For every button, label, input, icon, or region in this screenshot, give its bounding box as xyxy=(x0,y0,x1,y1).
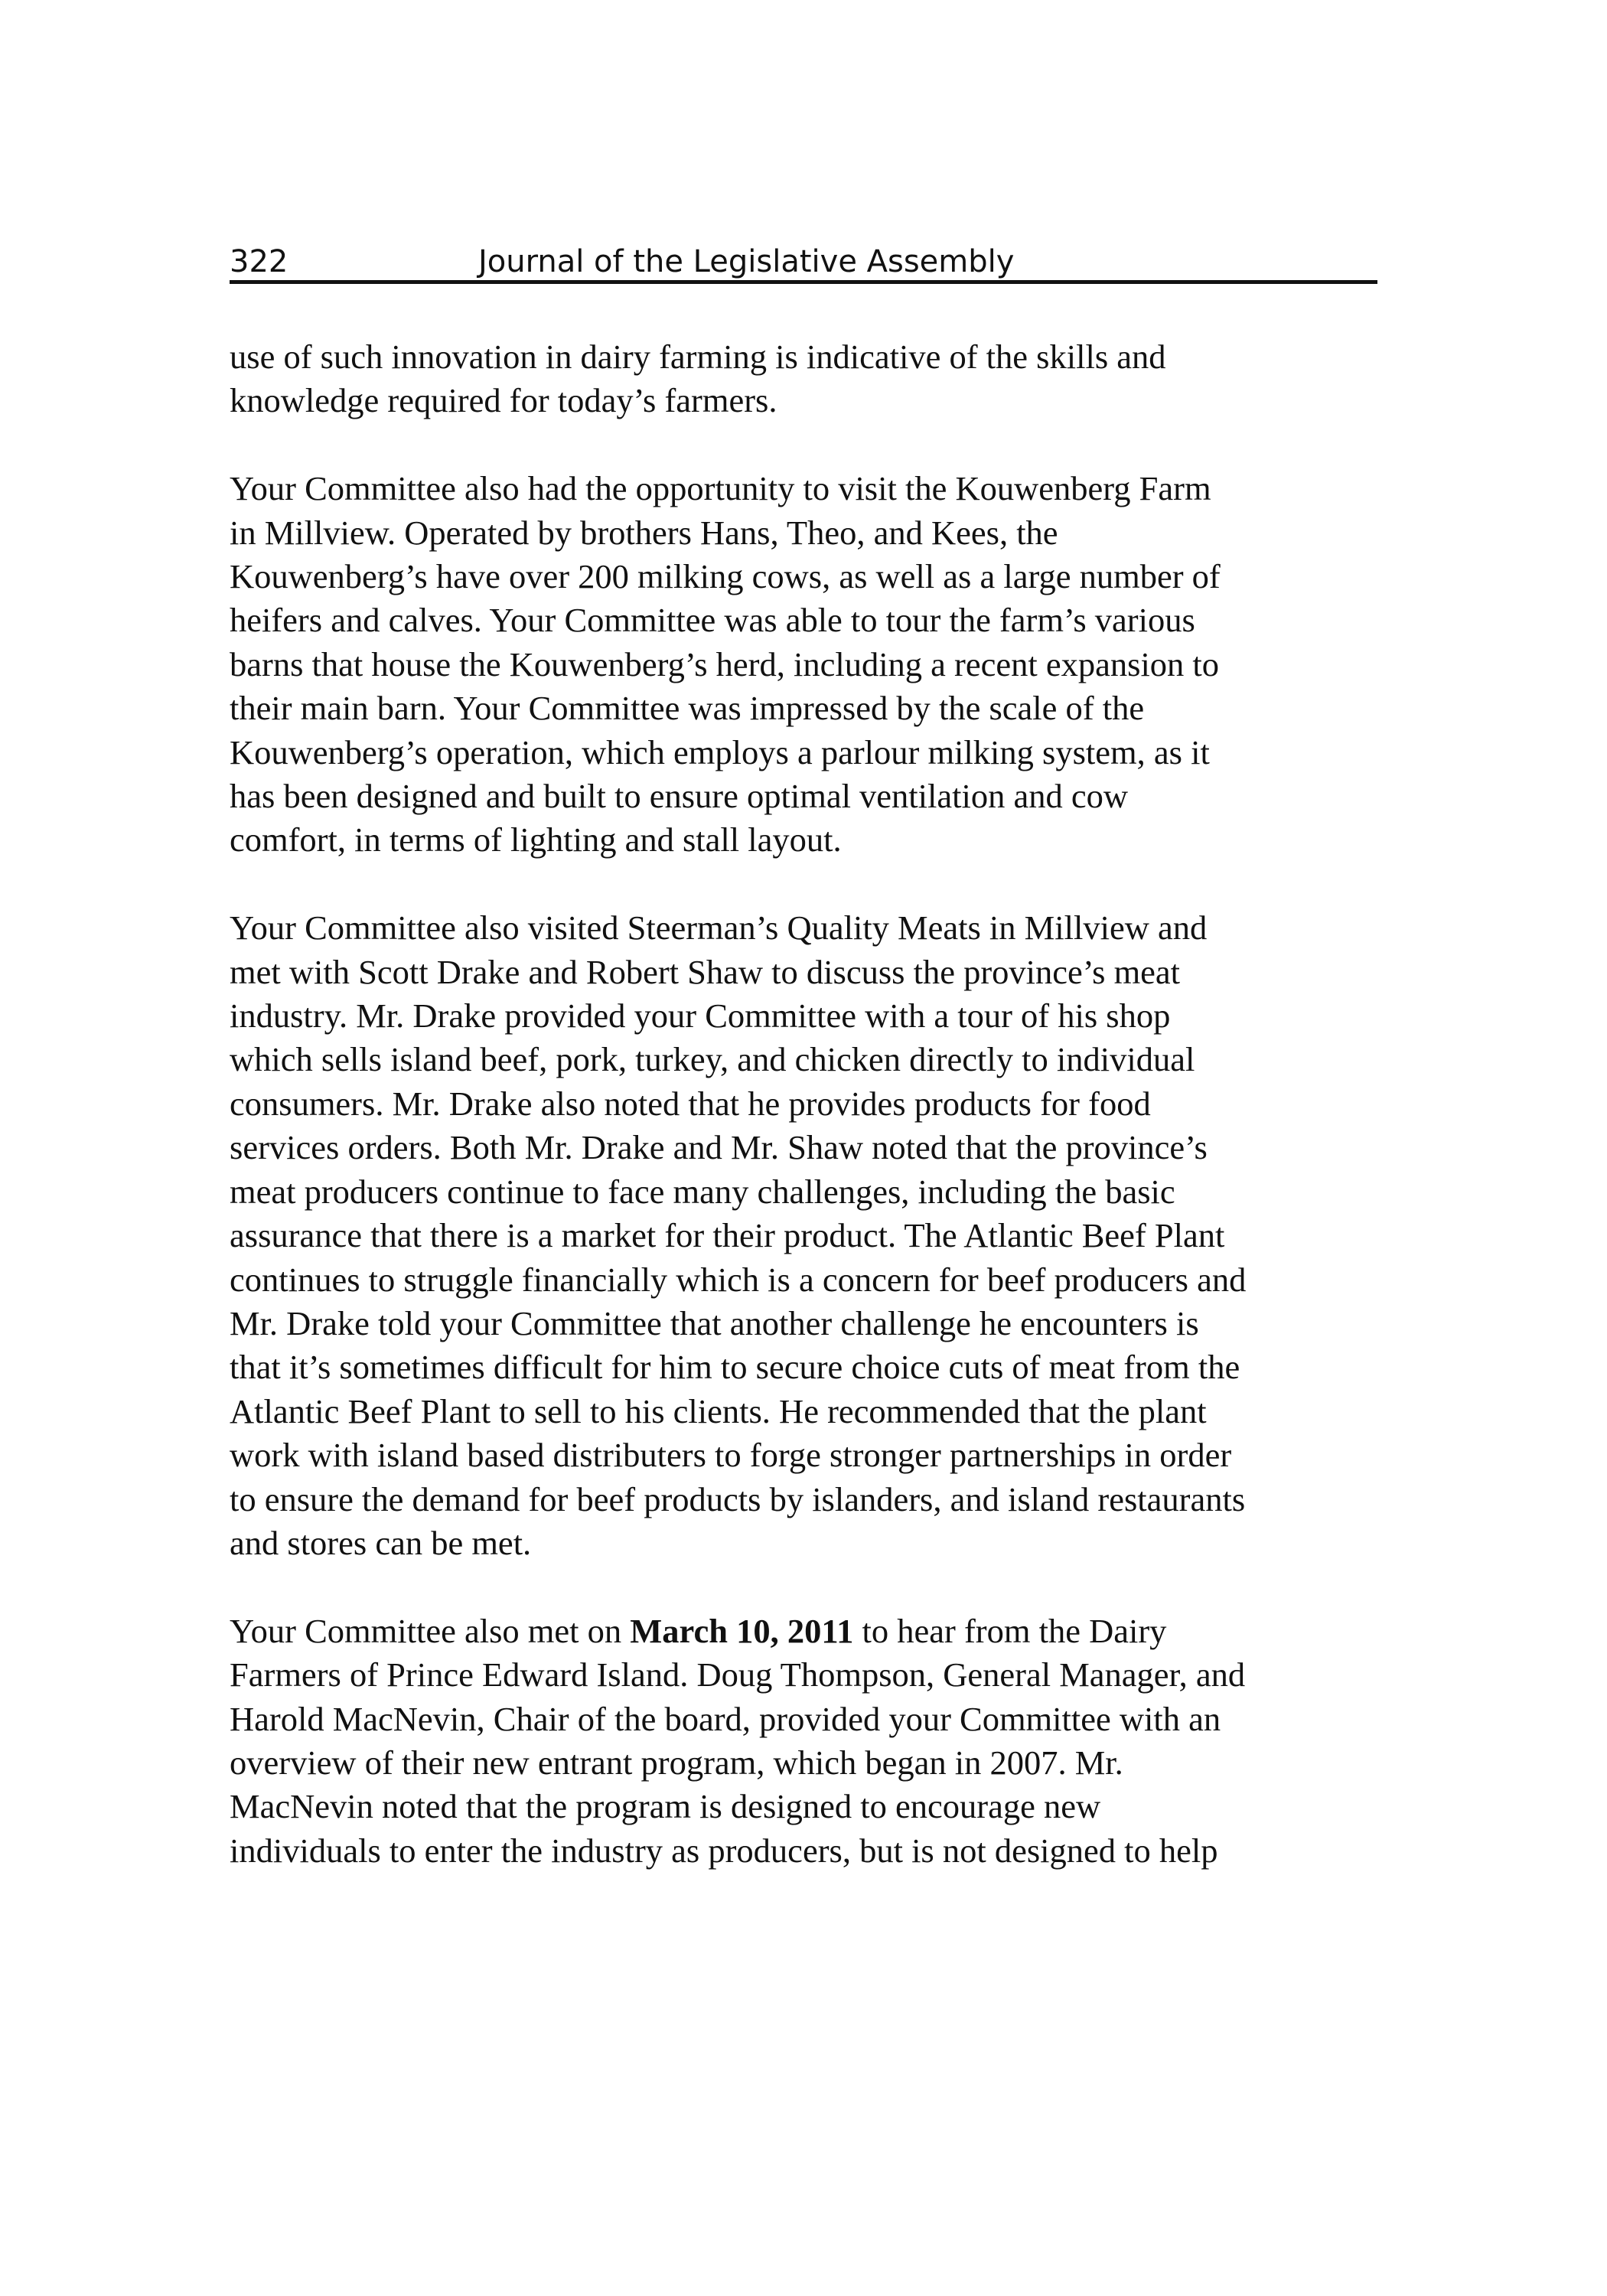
text-line: in Millview. Operated by brothers Hans, Theo, and Kees, the xyxy=(230,513,1058,552)
text-line: Harold MacNevin, Chair of the board, provided your Committee with an xyxy=(230,1699,1221,1738)
text-line: consumers. Mr. Drake also noted that he provides products for food xyxy=(230,1084,1151,1123)
text-line: Mr. Drake told your Committee that another challenge he encounters is xyxy=(230,1303,1199,1342)
text-line: which sells island beef, pork, turkey, and chicken directly to individual xyxy=(230,1040,1195,1079)
text-line: continues to struggle financially which is a concern for beef producers and xyxy=(230,1260,1247,1299)
text-line: individuals to enter the industry as producers, but is not designed to help xyxy=(230,1831,1218,1870)
text-line: Kouwenberg’s have over 200 milking cows, as well as a large number of xyxy=(230,557,1221,596)
text-line xyxy=(230,1609,1377,1653)
text-line: barns that house the Kouwenberg’s herd, including a recent expansion to xyxy=(230,644,1220,683)
text-line: assurance that there is a market for their product. The Atlantic Beef Plant xyxy=(230,1216,1225,1255)
text-line: work with island based distributers to forge stronger partnerships in order xyxy=(230,1436,1232,1475)
text-line: Your Committee also had the opportunity to visit the Kouwenberg Farm xyxy=(230,469,1211,508)
text-line: that it’s sometimes difficult for him to secure choice cuts of meat from the xyxy=(230,1348,1240,1387)
text-line: industry. Mr. Drake provided your Committee with a tour of his shop xyxy=(230,996,1171,1035)
meeting-date: March 10, 2011 xyxy=(630,1611,854,1650)
page-number: 322 xyxy=(230,244,288,279)
text-run: Your Committee also met on xyxy=(230,1611,631,1650)
text-line: Atlantic Beef Plant to sell to his clients. He recommended that the plant xyxy=(230,1391,1207,1430)
text-line: to ensure the demand for beef products by islanders, and island restaurants xyxy=(230,1479,1246,1518)
text-line: has been designed and built to ensure optimal ventilation and cow xyxy=(230,777,1129,816)
text-line: comfort, in terms of lighting and stall layout. xyxy=(230,820,842,859)
text-line: meat producers continue to face many challenges, including the basic xyxy=(230,1172,1175,1211)
text-line: heifers and calves. Your Committee was able to tour the farm’s various xyxy=(230,601,1195,640)
text-line: Kouwenberg’s operation, which employs a parlour milking system, as it xyxy=(230,732,1210,771)
text-line: Your Committee also visited Steerman’s Quality Meats in Millview and xyxy=(230,908,1208,947)
text-line: their main barn. Your Committee was impressed by the scale of the xyxy=(230,689,1145,728)
text-line: MacNevin noted that the program is designed to encourage new xyxy=(230,1787,1101,1826)
text-line: knowledge required for today’s farmers. xyxy=(230,381,777,420)
body-text xyxy=(230,335,1377,1917)
text-line: and stores can be met. xyxy=(230,1523,532,1562)
text-line: services orders. Both Mr. Drake and Mr. Shaw noted that the province’s xyxy=(230,1128,1208,1167)
paragraph-3 xyxy=(230,906,1377,1565)
paragraph-4 xyxy=(230,1609,1377,1873)
text-run: to hear from the Dairy xyxy=(853,1611,1167,1650)
text-line: Farmers of Prince Edward Island. Doug Thompson, General Manager, and xyxy=(230,1655,1246,1694)
text-line: met with Scott Drake and Robert Shaw to discuss the province’s meat xyxy=(230,952,1181,991)
text-line: overview of their new entrant program, which began in 2007. Mr. xyxy=(230,1743,1123,1782)
paragraph-2 xyxy=(230,467,1377,863)
page-header xyxy=(230,231,1377,284)
paragraph-1 xyxy=(230,335,1377,423)
running-head: Journal of the Legislative Assembly xyxy=(478,244,1015,279)
text-line: use of such innovation in dairy farming is indicative of the skills and xyxy=(230,338,1166,376)
